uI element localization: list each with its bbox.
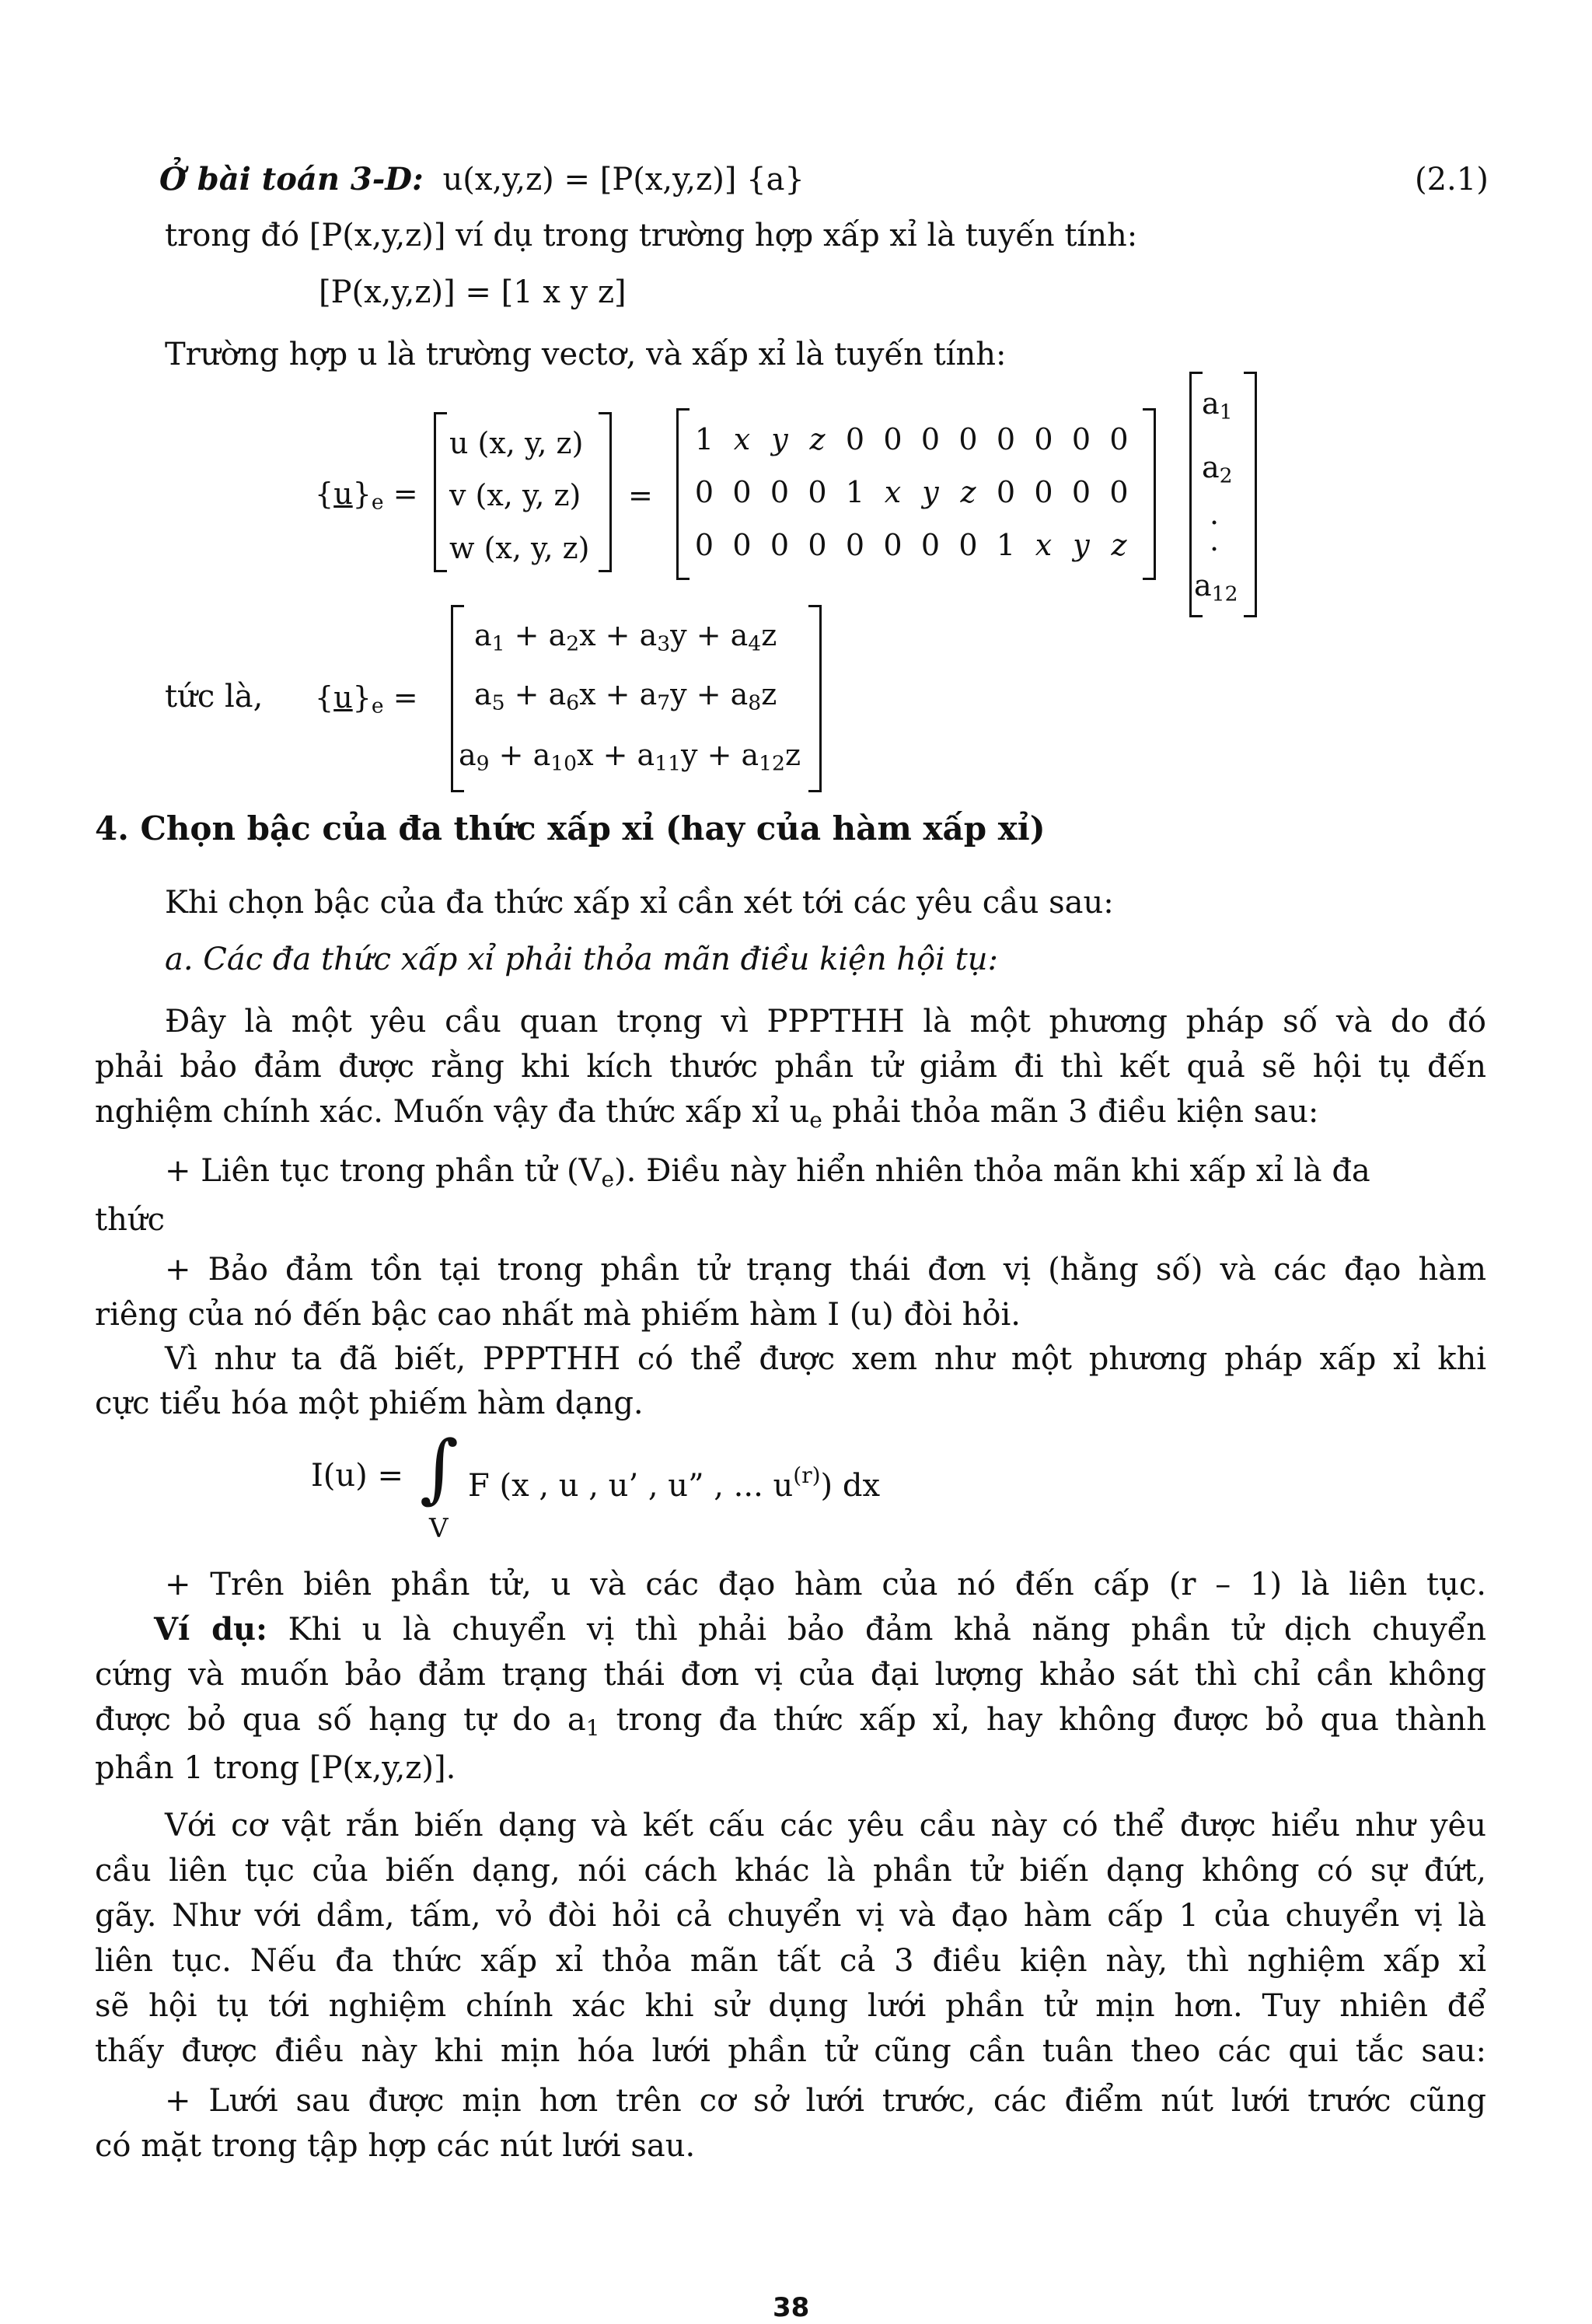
subsection-a: a. Các đa thức xấp xỉ phải thỏa mãn điều kiện hội tụ: — [165, 942, 998, 977]
integral-domain: V — [429, 1513, 449, 1544]
eq-2-1-line — [159, 159, 805, 200]
condition-3-line: + Trên biên phần tử, u và các đạo hàm của nó đến cấp (r – 1) là liên tục. — [165, 1567, 1486, 1602]
matrix-cell: 0 — [732, 528, 752, 562]
eq-P-linear: [P(x,y,z)] = [1 x y z] — [319, 274, 627, 310]
tuc-la-lhs: $\{u\}_e$ = — [315, 680, 418, 718]
matrix-cell: 0 — [958, 528, 978, 562]
matrix-cell: 0 — [920, 528, 941, 562]
equation-number: (2.1) — [1415, 162, 1489, 197]
paragraph-line: riêng của nó đến bậc cao nhất mà phiếm hàm I (u) đòi hỏi. — [95, 1297, 1021, 1333]
paragraph-line: nghiệm chính xác. Muốn vậy đa thức xấp xỉ $u_e$ phải thỏa mãn 3 điều kiện sau: — [95, 1094, 1319, 1133]
u-vec-3: w (x, y, z) — [449, 531, 590, 565]
matrix-cell: 0 — [1034, 422, 1053, 456]
matrix-cell: 0 — [694, 475, 714, 509]
condition-1-line: + Liên tục trong phần tử $(V_e)$. Điều này hiển nhiên thỏa mãn khi xấp xỉ là đa — [165, 1153, 1370, 1192]
paragraph-line: thức — [95, 1202, 165, 1238]
matrix-cell: z — [809, 422, 826, 456]
paragraph-line: sẽ hội tụ tới nghiệm chính xác khi sử dụng lưới phần tử mịn hơn. Tuy nhiên để — [95, 1988, 1486, 2024]
text-line: trong đó [P(x,y,z)] ví dụ trong trường hợp xấp xỉ là tuyến tính: — [165, 218, 1138, 253]
a-vec-bracket-right — [1244, 372, 1257, 617]
u-vec-2: v (x, y, z) — [449, 478, 581, 512]
ue-lhs: $\{u\}_e$ = — [315, 477, 418, 515]
matrix-cell: x — [1035, 528, 1053, 562]
matrix-cell: x — [733, 422, 751, 456]
matrix-cell: 0 — [694, 528, 714, 562]
expanded-row-1: $a_1 + a_2x + a_3y + a_4z$ — [474, 618, 777, 656]
matrix-cell: 0 — [845, 528, 865, 562]
paragraph-line: phải bảo đảm được rằng khi kích thước phần tử giảm đi thì kết quả sẽ hội tụ đến — [95, 1049, 1486, 1085]
matrix-cell: 1 — [694, 422, 714, 456]
example-line: Ví dụ: Khi u là chuyển vị thì phải bảo đảm khả năng phần tử dịch chuyển — [154, 1611, 1486, 1648]
matrix-bracket-right — [1143, 408, 1156, 580]
matrix-cell: z — [960, 475, 976, 509]
bracket-left — [434, 412, 447, 572]
u-vec-1: u (x, y, z) — [449, 426, 584, 460]
matrix-cell: y — [771, 422, 788, 456]
expanded-bracket-right — [808, 605, 822, 792]
matrix-cell: 0 — [883, 422, 902, 456]
paragraph-line: có mặt trong tập hợp các nút lưới sau. — [95, 2128, 696, 2164]
matrix-cell: 1 — [996, 528, 1016, 562]
matrix-cell: z — [1111, 528, 1127, 562]
matrix-cell: 0 — [1034, 475, 1053, 509]
section-heading: 4. Chọn bậc của đa thức xấp xỉ (hay của hàm xấp xỉ) — [95, 809, 1046, 847]
condition-2-line: + Bảo đảm tồn tại trong phần tử trạng thái đơn vị (hằng số) và các đạo hàm — [165, 1252, 1486, 1288]
matrix-cell: 0 — [883, 528, 902, 562]
matrix-cell: y — [922, 475, 939, 509]
matrix-cell: 0 — [1071, 475, 1091, 509]
matrix-cell: 0 — [770, 475, 790, 509]
matrix-cell: 1 — [845, 475, 865, 509]
bracket-right — [599, 412, 612, 572]
matrix-cell: 0 — [808, 475, 827, 509]
example-label: Ví dụ: — [154, 1611, 267, 1648]
matrix-cell: 0 — [770, 528, 790, 562]
expanded-row-3: $a_9 + a_{10}x + a_{11}y + a_{12}z$ — [459, 738, 801, 776]
rule-1-line: + Lưới sau được mịn hơn trên cơ sở lưới trước, các điểm nút lưới trước cũng — [165, 2083, 1486, 2119]
problem-label: Ở bài toán 3-D: — [159, 161, 424, 197]
matrix-cell: 0 — [1109, 475, 1129, 509]
paragraph-line: cực tiểu hóa một phiếm hàm dạng. — [95, 1386, 644, 1421]
matrix-cell: 0 — [732, 475, 752, 509]
matrix-cell: 0 — [920, 422, 941, 456]
page-number: 38 — [773, 2292, 810, 2323]
paragraph-line: thấy được điều này khi mịn hóa lưới phần tử cũng cần tuân theo các qui tắc sau: — [95, 2033, 1486, 2069]
paragraph-line: phần 1 trong [P(x,y,z)]. — [95, 1750, 456, 1786]
paragraph-line: liên tục. Nếu đa thức xấp xỉ thỏa mãn tất cả 3 điều kiện này, thì nghiệm xấp xỉ — [95, 1943, 1486, 1979]
paragraph-line: Vì như ta đã biết, PPPTHH có thể được xem như một phương pháp xấp xỉ khi — [165, 1341, 1486, 1377]
matrix-cell: 0 — [996, 475, 1016, 509]
equals-sign: = — [628, 478, 653, 512]
a-vec-1: $a_1$ — [1202, 386, 1233, 425]
matrix-cell: 0 — [996, 422, 1016, 456]
paragraph-line: được bỏ qua số hạng tự do $a_1$ trong đa thức xấp xỉ, hay không được bỏ qua thành — [95, 1702, 1486, 1741]
a-vec-12: $a_{12}$ — [1194, 568, 1238, 606]
matrix-cell: 0 — [1109, 422, 1129, 456]
matrix-cell: 0 — [808, 528, 827, 562]
paragraph-line: gãy. Như với dầm, tấm, vỏ đòi hỏi cả chuyển vị và đạo hàm cấp 1 của chuyển vị là — [95, 1898, 1486, 1934]
paragraph-line: cầu liên tục của biến dạng, nói cách khác là phần tử biến dạng không có sự đứt, — [95, 1853, 1486, 1889]
expanded-row-2: $a_5 + a_6x + a_7y + a_8z$ — [474, 677, 777, 715]
matrix-cell: 0 — [958, 422, 978, 456]
integral-rhs: F (x , u , u’ , u” , ... $u^{(r)}$) dx — [468, 1463, 880, 1504]
tuc-la-label: tức là, — [165, 679, 264, 715]
paragraph-line: cứng và muốn bảo đảm trạng thái đơn vị của đại lượng khảo sát thì chỉ cần không — [95, 1657, 1486, 1693]
text-line: Trường hợp u là trường vectơ, và xấp xỉ là tuyến tính: — [165, 337, 1007, 372]
paragraph-line: Đây là một yêu cầu quan trọng vì PPPTHH là một phương pháp số và do đó — [165, 1004, 1486, 1040]
matrix-cell: x — [884, 475, 902, 509]
a-vec-dot: . — [1210, 497, 1220, 531]
integral-lhs: I(u) = — [311, 1458, 404, 1494]
integral-sign: ∫ — [420, 1424, 459, 1511]
paragraph-line: Khi chọn bậc của đa thức xấp xỉ cần xét tới các yêu cầu sau: — [165, 885, 1114, 921]
paragraph-line: Với cơ vật rắn biến dạng và kết cấu các yêu cầu này có thể được hiểu như yêu — [165, 1808, 1486, 1843]
matrix-cell: 0 — [845, 422, 865, 456]
a-vec-dot: . — [1210, 523, 1220, 557]
a-vec-2: $a_2$ — [1202, 450, 1233, 488]
matrix-cell: 0 — [1071, 422, 1091, 456]
matrix-cell: y — [1073, 528, 1090, 562]
eq-2-1: u(x,y,z) = [P(x,y,z)] {a} — [442, 162, 805, 197]
